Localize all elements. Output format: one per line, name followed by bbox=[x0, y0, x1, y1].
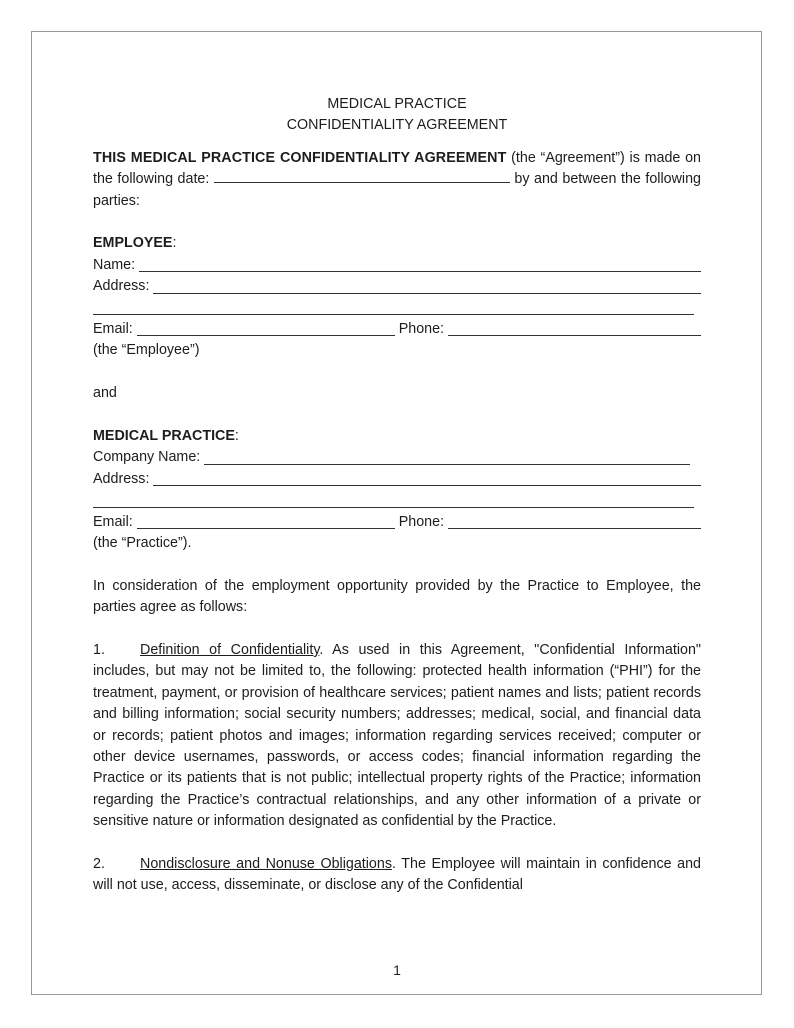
practice-contact-row bbox=[93, 512, 701, 533]
intro-text-2: by and between the following parties: bbox=[93, 171, 701, 209]
employee-name-field[interactable] bbox=[139, 271, 701, 272]
employee-address-field-2[interactable] bbox=[93, 314, 694, 315]
date-field-line[interactable] bbox=[214, 170, 510, 183]
practice-company-label: Company Name: bbox=[93, 449, 201, 466]
title-line-1: MEDICAL PRACTICE bbox=[327, 96, 467, 112]
section-2-heading: Nondisclosure and Nonuse Obligations bbox=[140, 856, 392, 872]
employee-heading-colon: : bbox=[172, 235, 177, 252]
document-content bbox=[93, 94, 701, 897]
section-2-number: 2. bbox=[93, 856, 105, 872]
practice-phone-field[interactable] bbox=[448, 528, 701, 529]
practice-heading-text: MEDICAL PRACTICE bbox=[93, 427, 235, 444]
employee-address-row bbox=[93, 276, 701, 297]
document-title bbox=[93, 94, 701, 137]
employee-address-field[interactable] bbox=[153, 293, 701, 294]
practice-company-row bbox=[93, 447, 701, 468]
employee-phone-label: Phone: bbox=[398, 320, 445, 337]
employee-phone-field[interactable] bbox=[448, 335, 701, 336]
title-line-2: CONFIDENTIALITY AGREEMENT bbox=[286, 117, 508, 134]
intro-bold-title: THIS MEDICAL PRACTICE CONFIDENTIALITY AGREEMENT bbox=[93, 149, 507, 166]
practice-company-field[interactable] bbox=[204, 464, 690, 465]
employee-name-row bbox=[93, 255, 701, 276]
practice-email-field[interactable] bbox=[137, 528, 395, 529]
practice-email-label: Email: bbox=[93, 513, 133, 530]
and-text: and bbox=[93, 385, 117, 402]
section-1-number: 1. bbox=[93, 641, 105, 658]
practice-address-field[interactable] bbox=[153, 485, 701, 486]
intro-paragraph bbox=[93, 148, 701, 212]
practice-address-row bbox=[93, 469, 701, 490]
employee-defined-as: (the “Employee”) bbox=[93, 342, 200, 359]
employee-contact-row bbox=[93, 319, 701, 340]
practice-heading-colon: : bbox=[234, 427, 239, 444]
section-2 bbox=[93, 854, 701, 897]
consideration-paragraph: In consideration of the employment opportunity provided by the Practice to Employee, the parties agree as follows: bbox=[93, 577, 701, 616]
employee-address-label: Address: bbox=[93, 278, 150, 295]
practice-address-label: Address: bbox=[93, 470, 150, 487]
employee-address-row-2 bbox=[93, 298, 701, 319]
employee-heading bbox=[93, 233, 701, 254]
page-number: 1 bbox=[393, 962, 401, 978]
section-1-body: . As used in this Agreement, "Confidential Information" includes, but may not be limited to, the following: protected health information (“PHI”) for the treatment, payment, or provision of healthcare services; patient names and lists; patient records and billing information; social security numbers; addresses; medical, social, and financial data or records; patient photos and images; information regarding services received; computer or other device usernames, passwords, or access codes; financial information regarding the Practice or its patients that is not public; intellectual property rights of the Practice; information regarding the Practice’s contractual relationships, and any other information of a private or sensitive nature or information designated as confidential by the Practice. bbox=[93, 641, 701, 830]
intro-text-1: (the “Agreement”) is made on the following date: bbox=[93, 149, 701, 188]
practice-heading bbox=[93, 426, 701, 447]
employee-email-field[interactable] bbox=[137, 335, 395, 336]
practice-address-field-2[interactable] bbox=[93, 507, 694, 508]
section-1 bbox=[93, 640, 701, 833]
section-2-body: . The Employee will maintain in confidence and will not use, access, disseminate, or disclose any of the Confidential bbox=[93, 856, 702, 894]
section-1-heading: Definition of Confidentiality bbox=[140, 641, 320, 658]
practice-defined-as: (the “Practice”). bbox=[93, 534, 192, 551]
practice-address-row-2 bbox=[93, 490, 701, 511]
employee-name-label: Name: bbox=[93, 256, 136, 273]
employee-email-label: Email: bbox=[93, 320, 133, 337]
practice-phone-label: Phone: bbox=[398, 513, 445, 530]
employee-heading-text: EMPLOYEE bbox=[93, 235, 173, 252]
